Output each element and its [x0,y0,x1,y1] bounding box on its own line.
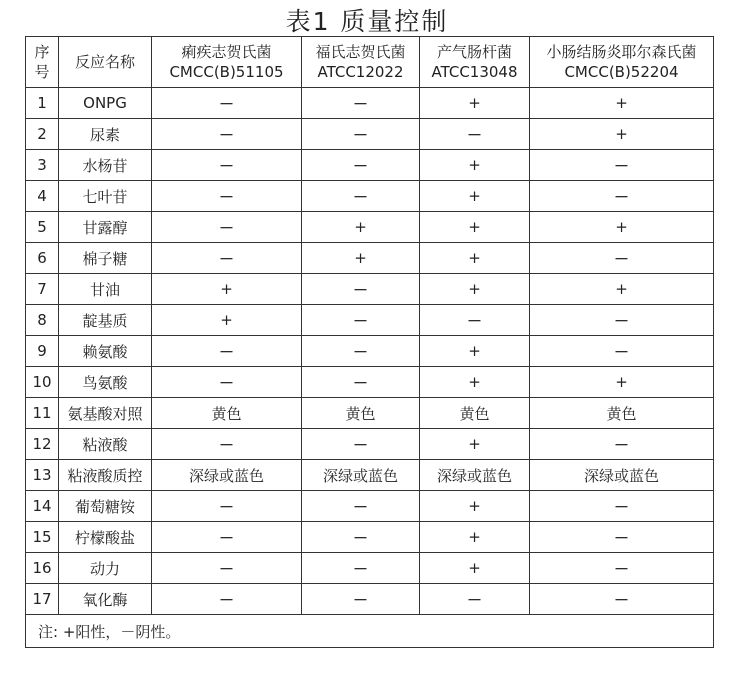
result-cell: + [152,305,302,336]
table-note: 注: +阳性，－阴性。 [26,615,714,648]
header-strain-2 [302,37,420,88]
reaction-name: 靛基质 [59,305,152,336]
result-cell: － [530,243,714,274]
result-cell: － [152,367,302,398]
header-line1: 产气肠杆菌 [436,43,512,61]
result-cell: + [420,212,530,243]
result-cell: + [420,336,530,367]
result-cell: － [530,429,714,460]
result-cell: + [420,367,530,398]
header-row [26,37,714,88]
result-cell: + [420,150,530,181]
result-cell: － [530,553,714,584]
result-cell: － [302,88,420,119]
row-number: 10 [26,367,59,398]
row-number: 2 [26,119,59,150]
result-cell: 黄色 [530,398,714,429]
table-row [26,336,714,367]
result-cell: － [152,553,302,584]
result-cell: + [530,212,714,243]
row-number: 4 [26,181,59,212]
row-number: 8 [26,305,59,336]
table-row [26,305,714,336]
result-cell: － [302,584,420,615]
result-cell: － [302,274,420,305]
table-row [26,181,714,212]
result-cell: － [302,367,420,398]
result-cell: + [530,367,714,398]
result-cell: － [152,150,302,181]
header-line2: ATCC12022 [317,63,404,81]
header-line2: 号 [34,63,50,81]
table-row [26,429,714,460]
reaction-name: 鸟氨酸 [59,367,152,398]
reaction-name: 氨基酸对照 [59,398,152,429]
table-row [26,553,714,584]
result-cell: + [420,522,530,553]
result-cell: 深绿或蓝色 [302,460,420,491]
table-row [26,367,714,398]
result-cell: + [152,274,302,305]
row-number: 15 [26,522,59,553]
table-row [26,212,714,243]
row-number: 17 [26,584,59,615]
result-cell: + [420,491,530,522]
result-cell: － [302,522,420,553]
result-cell: － [302,336,420,367]
reaction-name: 葡萄糖铵 [59,491,152,522]
result-cell: － [152,584,302,615]
table-row [26,398,714,429]
result-cell: + [420,429,530,460]
row-number: 13 [26,460,59,491]
reaction-name: 动力 [59,553,152,584]
reaction-name: 赖氨酸 [59,336,152,367]
reaction-name: ONPG [59,88,152,119]
result-cell: + [530,274,714,305]
result-cell: － [420,305,530,336]
row-number: 6 [26,243,59,274]
header-strain-4 [530,37,714,88]
result-cell: + [302,212,420,243]
table-row [26,522,714,553]
result-cell: 深绿或蓝色 [152,460,302,491]
result-cell: + [420,88,530,119]
result-cell: － [152,181,302,212]
header-line2: CMCC(B)52204 [564,63,679,81]
reaction-name: 棉子糖 [59,243,152,274]
header-reaction-name [59,37,152,88]
result-cell: － [530,336,714,367]
header-line1: 痢疾志贺氏菌 [181,43,272,61]
row-number: 12 [26,429,59,460]
header-line1: 小肠结肠炎耶尔森氏菌 [546,43,697,61]
header-strain-1 [152,37,302,88]
reaction-name: 尿素 [59,119,152,150]
result-cell: 黄色 [302,398,420,429]
result-cell: － [420,584,530,615]
reaction-name: 粘液酸 [59,429,152,460]
header-line2: ATCC13048 [431,63,518,81]
reaction-name: 柠檬酸盐 [59,522,152,553]
header-no [26,37,59,88]
result-cell: － [152,522,302,553]
table-row [26,243,714,274]
reaction-name: 甘油 [59,274,152,305]
result-cell: － [302,491,420,522]
result-cell: + [420,181,530,212]
result-cell: 深绿或蓝色 [420,460,530,491]
row-number: 14 [26,491,59,522]
result-cell: － [530,522,714,553]
result-cell: － [530,181,714,212]
reaction-name: 氧化酶 [59,584,152,615]
result-cell: － [152,88,302,119]
result-cell: － [530,150,714,181]
table-row [26,274,714,305]
row-number: 11 [26,398,59,429]
result-cell: 黄色 [152,398,302,429]
row-number: 3 [26,150,59,181]
table-row [26,491,714,522]
header-line2: 反应名称 [74,53,135,71]
result-cell: + [420,274,530,305]
reaction-name: 水杨苷 [59,150,152,181]
result-cell: － [302,119,420,150]
row-number: 9 [26,336,59,367]
result-cell: － [152,429,302,460]
table-title: 表1 质量控制 [285,7,449,36]
table-row [26,150,714,181]
row-number: 1 [26,88,59,119]
result-cell: + [302,243,420,274]
result-cell: － [152,336,302,367]
result-cell: － [152,119,302,150]
quality-control-table [25,36,714,648]
result-cell: + [530,88,714,119]
result-cell: + [420,243,530,274]
header-line2: CMCC(B)51105 [169,63,284,81]
result-cell: － [302,150,420,181]
result-cell: － [530,305,714,336]
result-cell: － [420,119,530,150]
result-cell: 黄色 [420,398,530,429]
result-cell: － [152,212,302,243]
result-cell: － [152,243,302,274]
result-cell: － [302,553,420,584]
table-row [26,460,714,491]
row-number: 7 [26,274,59,305]
header-line1: 福氏志贺氏菌 [315,43,406,61]
row-number: 16 [26,553,59,584]
table-row [26,584,714,615]
result-cell: + [420,553,530,584]
row-number: 5 [26,212,59,243]
header-strain-3 [420,37,530,88]
result-cell: + [530,119,714,150]
table-row [26,119,714,150]
result-cell: － [152,491,302,522]
result-cell: － [530,584,714,615]
note-row [26,615,714,648]
result-cell: － [302,181,420,212]
result-cell: － [302,305,420,336]
reaction-name: 甘露醇 [59,212,152,243]
table-body [26,88,714,648]
result-cell: － [530,491,714,522]
reaction-name: 七叶苷 [59,181,152,212]
result-cell: － [302,429,420,460]
table-row [26,88,714,119]
result-cell: 深绿或蓝色 [530,460,714,491]
header-line1: 序 [34,43,50,61]
reaction-name: 粘液酸质控 [59,460,152,491]
